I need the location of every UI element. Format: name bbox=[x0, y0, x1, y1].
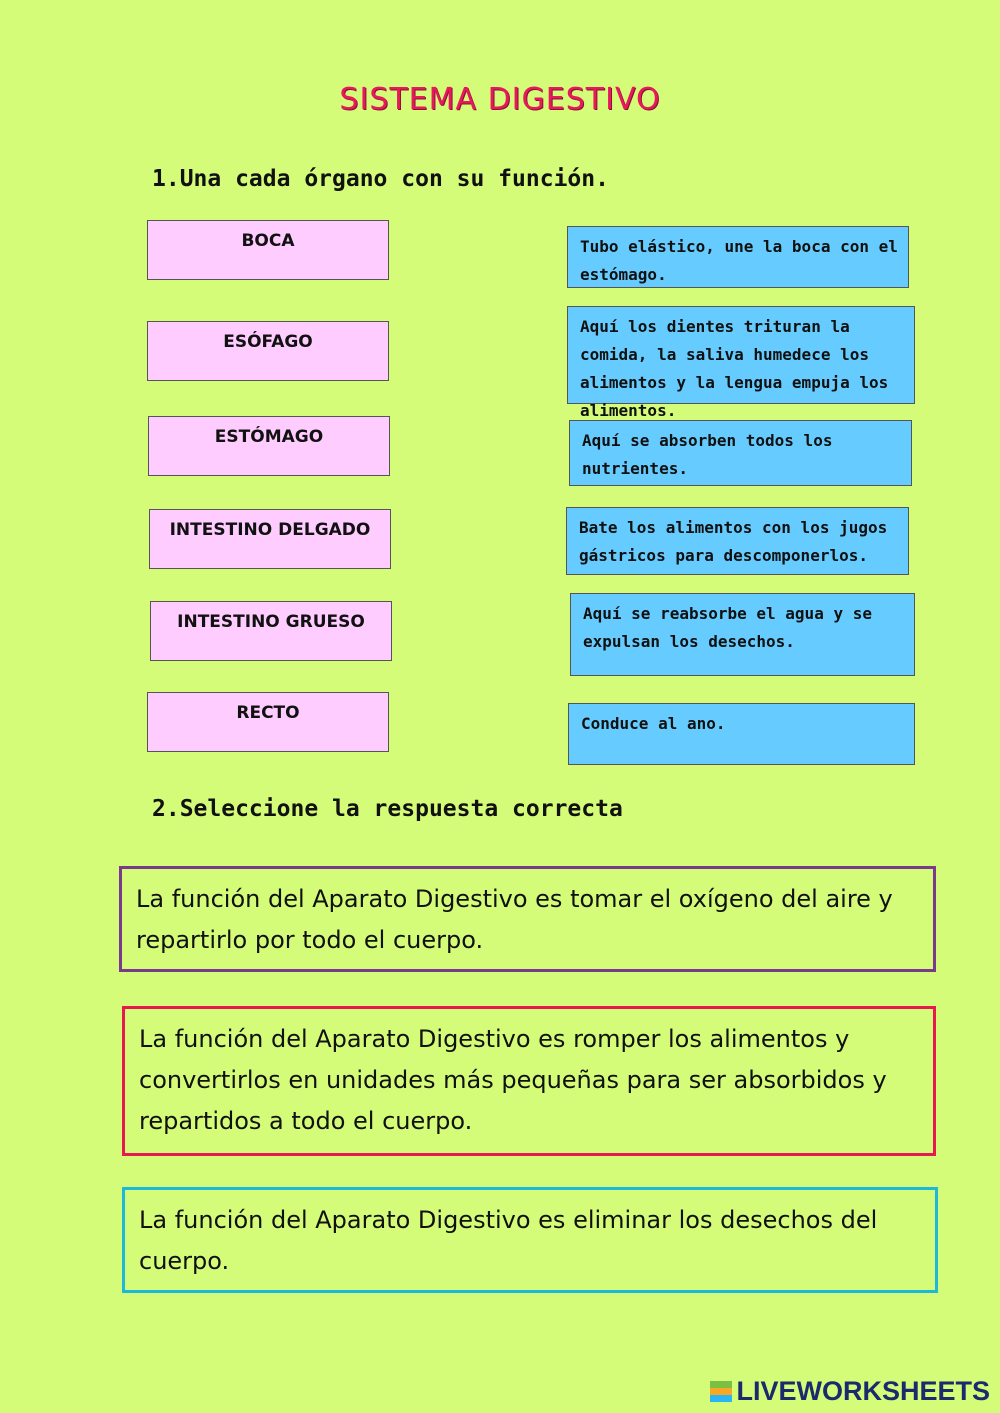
function-box-5[interactable]: Aquí se reabsorbe el agua y se expulsan los desechos. bbox=[570, 593, 915, 676]
answer-option-2[interactable]: La función del Aparato Digestivo es romper los alimentos y convertirlos en unidades más pequeñas para ser absorbidos y repartidos a todo el cuerpo. bbox=[122, 1006, 936, 1156]
answer-option-1[interactable]: La función del Aparato Digestivo es tomar el oxígeno del aire y repartirlo por todo el cuerpo. bbox=[119, 866, 936, 972]
liveworksheets-logo-icon bbox=[710, 1381, 732, 1403]
function-box-2[interactable]: Aquí los dientes trituran la comida, la saliva humedece los alimentos y la lengua empuja los alimentos. bbox=[567, 306, 915, 404]
organ-box-recto[interactable]: RECTO bbox=[147, 692, 389, 752]
section1-heading: 1.Una cada órgano con su función. bbox=[152, 166, 609, 192]
function-box-1[interactable]: Tubo elástico, une la boca con el estómago. bbox=[567, 226, 909, 288]
organ-box-intestino-grueso[interactable]: INTESTINO GRUESO bbox=[150, 601, 392, 661]
organ-box-esofago[interactable]: ESÓFAGO bbox=[147, 321, 389, 381]
organ-box-boca[interactable]: BOCA bbox=[147, 220, 389, 280]
organ-box-estomago[interactable]: ESTÓMAGO bbox=[148, 416, 390, 476]
answer-option-3[interactable]: La función del Aparato Digestivo es eliminar los desechos del cuerpo. bbox=[122, 1187, 938, 1293]
function-box-4[interactable]: Bate los alimentos con los jugos gástricos para descomponerlos. bbox=[566, 507, 909, 575]
function-box-6[interactable]: Conduce al ano. bbox=[568, 703, 915, 765]
brand-text: LIVEWORKSHEETS bbox=[736, 1376, 990, 1406]
organ-box-intestino-delgado[interactable]: INTESTINO DELGADO bbox=[149, 509, 391, 569]
section2-heading: 2.Seleccione la respuesta correcta bbox=[152, 796, 623, 822]
function-box-3[interactable]: Aquí se absorben todos los nutrientes. bbox=[569, 420, 912, 486]
page-title: SISTEMA DIGESTIVO bbox=[339, 82, 661, 117]
liveworksheets-brand bbox=[710, 1376, 990, 1407]
